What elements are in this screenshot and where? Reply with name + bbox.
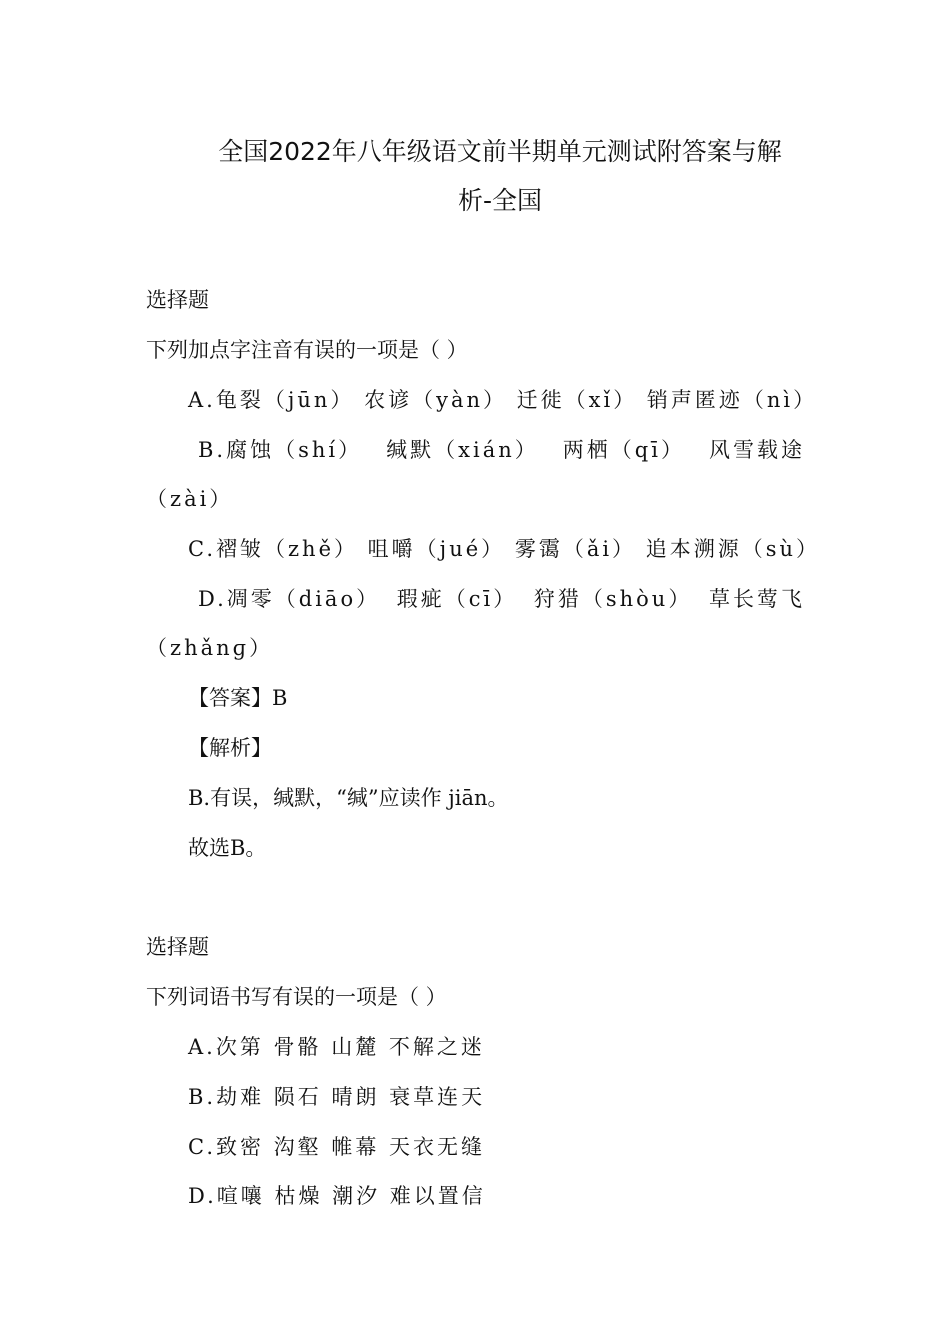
q1-option-d-part-1: D.凋零（diāo）: [198, 587, 381, 611]
q1-conclusion: 故选B。: [188, 836, 267, 860]
q1-option-c: C.褶皱（zhě） 咀嚼（jué） 雾霭（ǎi） 追本溯源（sù）: [188, 537, 821, 561]
q1-option-d-part-4: 草长莺飞: [708, 587, 805, 611]
q1-option-d-part-2: 瑕疵（cī）: [396, 587, 518, 611]
q2-option-d: D.喧嚷 枯燥 潮汐 难以置信: [188, 1184, 486, 1208]
q1-option-b-continued: （zài）: [146, 487, 234, 511]
q1-analysis-label: 【解析】: [188, 736, 272, 760]
document-title-line-1: 全国2022年八年级语文前半期单元测试附答案与解: [218, 137, 782, 166]
q1-stem: 下列加点字注音有误的一项是（ ）: [146, 338, 468, 362]
q1-option-d: [198, 585, 805, 613]
q1-analysis-text: B.有误，缄默，“缄”应读作 jiān。: [188, 786, 509, 810]
document-title-line-2: 析-全国: [457, 186, 543, 215]
q1-answer: 【答案】B: [188, 686, 288, 710]
q1-option-a: A.龟裂（jūn） 农谚（yàn） 迁徙（xǐ） 销声匿迹（nì）: [188, 388, 818, 412]
q2-option-c: C.致密 沟壑 帷幕 天衣无缝: [188, 1135, 486, 1159]
q1-option-b-part-1: B.腐蚀（shí）: [198, 438, 363, 462]
q1-option-b-part-4: 风雪载途: [708, 438, 805, 462]
q2-stem: 下列词语书写有误的一项是（ ）: [146, 985, 447, 1009]
q1-type-label: 选择题: [146, 288, 209, 312]
q2-option-b: B.劫难 陨石 晴朗 衰草连天: [188, 1085, 486, 1109]
q2-option-a: A.次第 骨骼 山麓 不解之迷: [188, 1035, 485, 1059]
q1-option-b-part-3: 两栖（qī）: [562, 438, 685, 462]
q1-option-d-continued: （zhǎnɡ）: [146, 636, 274, 660]
q2-type-label: 选择题: [146, 935, 209, 959]
q1-option-b: [198, 436, 805, 464]
q1-option-b-part-2: 缄默（xián）: [386, 438, 539, 462]
q1-option-d-part-3: 狩猎（shòu）: [533, 587, 693, 611]
